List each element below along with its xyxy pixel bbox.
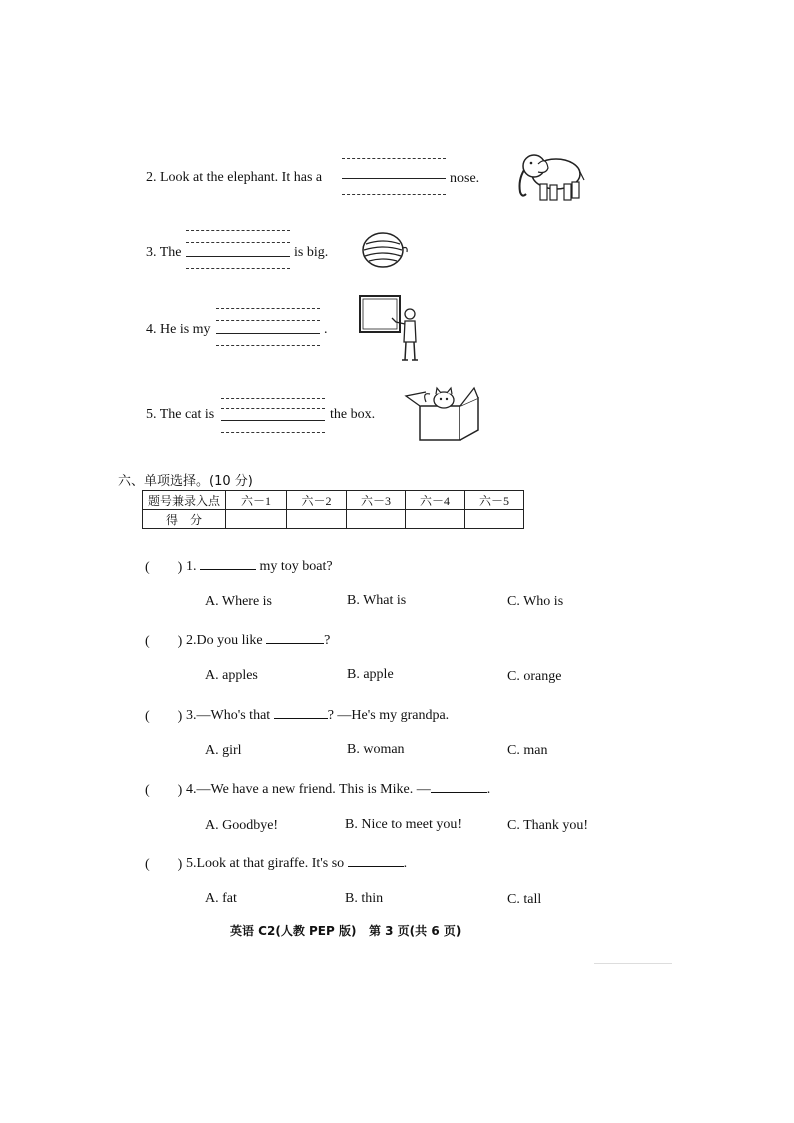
- question-number: 5.: [186, 856, 197, 871]
- cat-in-box-icon: [404, 384, 484, 449]
- score-table: [142, 490, 524, 529]
- stem-after: .: [486, 782, 491, 797]
- stem-after: .: [403, 856, 408, 871]
- score-table-header-cell: 六－3: [347, 491, 406, 510]
- question-number: 3.: [186, 708, 197, 723]
- score-table-score-row: [143, 510, 524, 529]
- stem-before: —We have a new friend. This is Mike. —: [196, 782, 431, 797]
- score-input-cell[interactable]: [287, 510, 347, 529]
- stem-before: Look at that giraffe. It's so: [196, 856, 345, 871]
- stem-after: my toy boat?: [259, 559, 333, 574]
- watermelon-icon: [360, 230, 410, 275]
- stem-blank: [431, 780, 487, 793]
- score-table-header-cell: 六－4: [406, 491, 465, 510]
- option-a[interactable]: A. Goodbye!: [205, 818, 279, 833]
- elephant-icon: [512, 150, 586, 209]
- question-stem: [186, 557, 333, 575]
- question-number: 1.: [186, 559, 197, 574]
- score-input-cell[interactable]: [226, 510, 287, 529]
- question-number: 2.: [186, 633, 197, 648]
- option-c[interactable]: C. man: [507, 743, 548, 758]
- teacher-icon: [356, 294, 426, 369]
- option-c[interactable]: C. Who is: [507, 594, 564, 609]
- stem-after: ?: [324, 633, 331, 648]
- score-table-header-cell: 六－2: [287, 491, 347, 510]
- answer-paren[interactable]: ( ): [145, 560, 183, 575]
- answer-paren[interactable]: ( ): [145, 783, 183, 798]
- stem-blank: [200, 557, 256, 570]
- stem-before: Do you like: [196, 633, 263, 648]
- score-table-header-cell: 六－5: [465, 491, 524, 510]
- section-six-title: 六、单项选择。(10 分): [118, 474, 253, 489]
- question-number: 4.: [186, 782, 197, 797]
- page-footer: 英语 C2(人教 PEP 版) 第 3 页(共 6 页): [230, 924, 462, 938]
- question-stem: [186, 780, 490, 798]
- question-stem: [186, 631, 330, 649]
- fill-in-question-5-after: the box.: [330, 407, 376, 422]
- option-b[interactable]: B. What is: [347, 593, 407, 608]
- option-b[interactable]: B. apple: [347, 667, 394, 682]
- option-c[interactable]: C. Thank you!: [507, 818, 589, 833]
- score-input-cell[interactable]: [465, 510, 524, 529]
- score-table-header-row: [143, 491, 524, 510]
- option-a[interactable]: A. girl: [205, 743, 242, 758]
- option-b[interactable]: B. thin: [345, 891, 384, 906]
- answer-paren[interactable]: ( ): [145, 709, 183, 724]
- fill-in-question-4-text: 4. He is my: [146, 322, 211, 337]
- stem-blank: [348, 854, 404, 867]
- answer-paren[interactable]: ( ): [145, 634, 183, 649]
- stem-before: —Who's that: [196, 708, 271, 723]
- scan-artifact-line: [594, 963, 672, 964]
- stem-blank: [266, 631, 324, 644]
- fill-in-question-3-after: is big.: [294, 245, 329, 260]
- fill-in-question-5-text: 5. The cat is: [146, 407, 215, 422]
- option-b[interactable]: B. Nice to meet you!: [345, 817, 463, 832]
- fill-in-question-2-text: 2. Look at the elephant. It has a: [146, 170, 323, 185]
- option-a[interactable]: A. Where is: [205, 594, 272, 609]
- score-table-header-cell: 六－1: [226, 491, 287, 510]
- fill-in-question-2-after: nose.: [450, 171, 480, 186]
- fill-in-question-3-text: 3. The: [146, 245, 182, 260]
- option-c[interactable]: C. orange: [507, 669, 562, 684]
- question-stem: [186, 706, 449, 724]
- score-table-label-cell: 题号兼录入点: [143, 491, 226, 510]
- option-a[interactable]: A. apples: [205, 668, 258, 683]
- answer-paren[interactable]: ( ): [145, 857, 183, 872]
- option-c[interactable]: C. tall: [507, 892, 542, 907]
- stem-after: ? —He's my grandpa.: [327, 708, 450, 723]
- score-input-cell[interactable]: [406, 510, 465, 529]
- score-row-label: 得 分: [143, 510, 226, 529]
- fill-in-question-4-after: .: [324, 322, 328, 337]
- score-input-cell[interactable]: [347, 510, 406, 529]
- option-a[interactable]: A. fat: [205, 891, 237, 906]
- stem-blank: [274, 706, 328, 719]
- question-stem: [186, 854, 407, 872]
- option-b[interactable]: B. woman: [347, 742, 405, 757]
